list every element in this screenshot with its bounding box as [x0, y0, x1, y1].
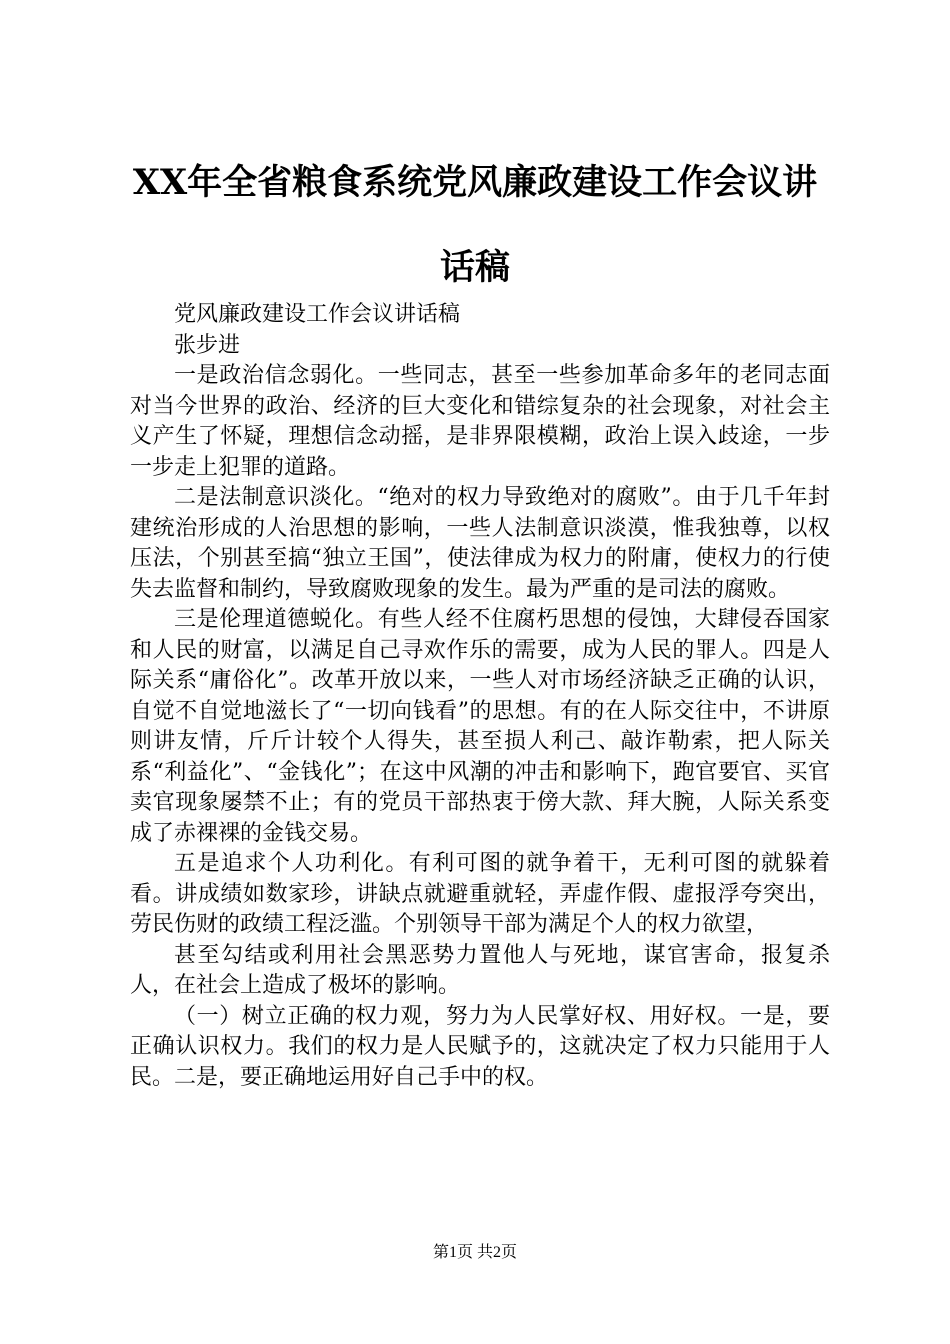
- document-title-line-2: 话稿: [439, 247, 510, 288]
- body-paragraph: 甚至勾结或利用社会黑恶势力置他人与死地，谋官害命，报复杀人，在社会上造成了极坏的影响。: [130, 942, 830, 998]
- document-body: [130, 300, 830, 1093]
- body-paragraph: 一是政治信念弱化。一些同志，甚至一些参加革命多年的老同志面对当今世界的政治、经济的巨大变化和错综复杂的社会现象，对社会主义产生了怀疑，理想信念动摇，是非界限模糊，政治上误入歧途，一步一步走上犯罪的道路。: [130, 363, 830, 480]
- subtitle-paragraph: 党风廉政建设工作会议讲话稿: [174, 302, 461, 327]
- page-footer: 第1页 共2页: [432, 1244, 517, 1261]
- author-paragraph: 张步进: [174, 332, 241, 358]
- body-paragraph: （一）树立正确的权力观，努力为人民掌好权、用好权。一是，要正确认识权力。我们的权力是人民赋予的，这就决定了权力只能用于人民。二是，要正确地运用好自己手中的权。: [130, 1003, 830, 1090]
- body-paragraph: 三是伦理道德蜕化。有些人经不住腐朽思想的侵蚀，大肆侵吞国家和人民的财富，以满足自己寻欢作乐的需要，成为人民的罪人。四是人际关系“庸俗化”。改革开放以来，一些人对市场经济缺乏正确的认识，自觉不自觉地滋长了“一切向钱看”的思想。有的在人际交往中，不讲原则讲友情，斤斤计较个人得失，甚至损人利己、敲诈勒索，把人际关系“利益化”、“金钱化”；在这中风潮的冲击和影响下，跑官要官、买官卖官现象屡禁不止；有的党员干部热衷于傍大款、拜大腕，人际关系变成了赤裸裸的金钱交易。: [130, 607, 830, 846]
- body-paragraph: 五是追求个人功利化。有利可图的就争着干，无利可图的就躲着看。讲成绩如数家珍，讲缺点就避重就轻，弄虚作假、虚报浮夸突出，劳民伤财的政绩工程泛滥。个别领导干部为满足个人的权力欲望，: [130, 851, 830, 937]
- body-paragraph: 二是法制意识淡化。“绝对的权力导致绝对的腐败”。由于几千年封建统治形成的人治思想的影响，一些人法制意识淡漠，惟我独尊，以权压法，个别甚至搞“独立王国”，使法律成为权力的附庸，使权力的行使失去监督和制约，导致腐败现象的发生。最为严重的是司法的腐败。: [130, 485, 830, 602]
- document-title-line-1: XX年全省粮食系统党风廉政建设工作会议讲: [132, 162, 818, 203]
